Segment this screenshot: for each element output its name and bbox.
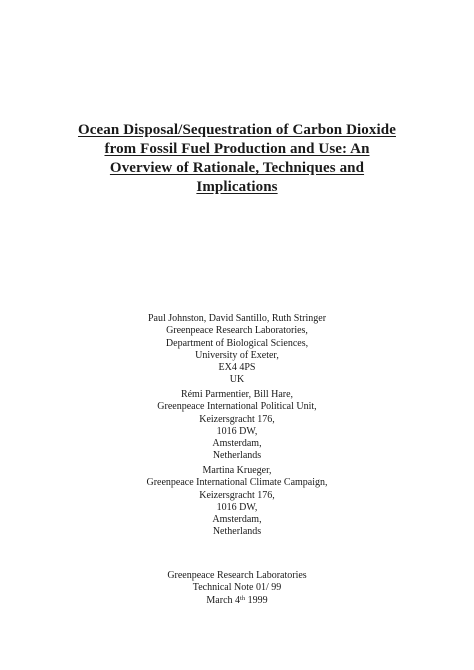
author-names: Martina Krueger, [202,465,272,476]
postcode-line: 1016 DW, [216,425,258,437]
country-line: UK [229,374,245,386]
affiliation-line: Greenpeace International Climate Campaign, [146,477,328,489]
date-year: 1999 [245,594,268,606]
affiliation-line: Greenpeace Research Laboratories, [166,325,308,337]
affiliation-line: Department of Biological Sciences, [165,337,309,349]
address-line: Keizersgracht 176, [199,413,275,425]
city-line: Amsterdam, [212,514,262,526]
title-line-2: from Fossil Fuel Production and Use: An [104,141,370,157]
author-names: Rémi Parmentier, Bill Hare, [180,389,294,400]
affiliation-line: University of Exeter, [195,349,279,361]
city-line: Amsterdam, [212,438,262,450]
date-ordinal-suffix: th [240,594,246,602]
author-block-exeter [0,313,474,387]
document-title [0,121,474,197]
postcode-line: EX4 4PS [218,362,256,374]
author-block-climate-campaign [0,465,474,539]
publication-date [0,595,474,607]
affiliation-line: Greenpeace International Political Unit, [157,401,317,413]
title-line-3: Overview of Rationale, Techniques and [109,160,365,176]
title-line-4: Implications [196,179,278,195]
technical-note-number: Technical Note 01/ 99 [192,582,282,594]
title-line-1: Ocean Disposal/Sequestration of Carbon Dioxide [78,122,396,138]
postcode-line: 1016 DW, [216,501,258,513]
country-line: Netherlands [212,526,262,538]
address-line: Keizersgracht 176, [199,489,275,501]
country-line: Netherlands [212,450,262,462]
footer-organization: Greenpeace Research Laboratories [167,570,307,581]
date-prefix: March 4 [206,594,241,606]
document-footer [0,570,474,607]
author-names: Paul Johnston, David Santillo, Ruth Stringer [147,313,327,324]
author-block-political-unit [0,389,474,463]
